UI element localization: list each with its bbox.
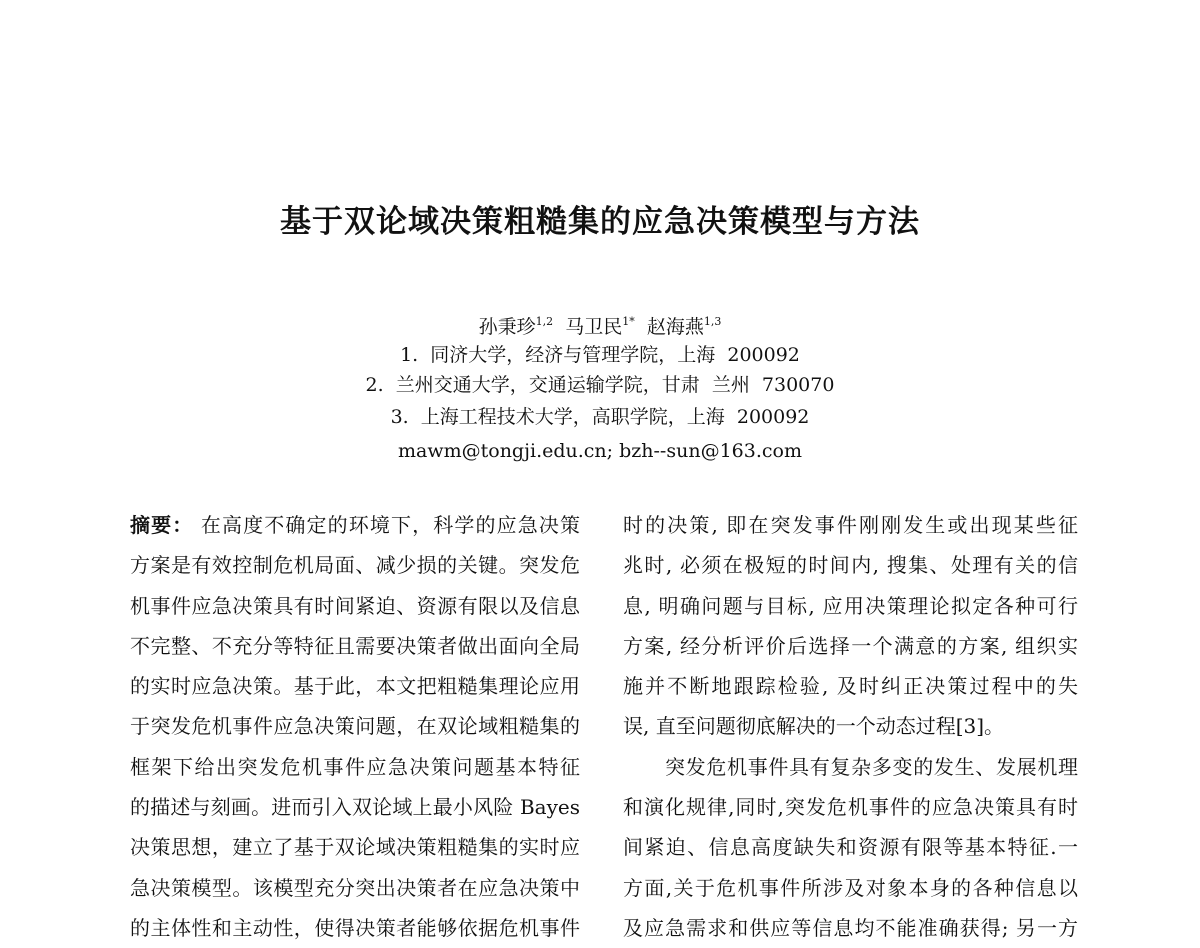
abstract-label: 摘要： — [130, 513, 194, 537]
body-line: 间紧迫、信息高度缺失和资源有限等基本特征.一 — [623, 835, 1078, 860]
affiliation-2: 2. 兰州交通大学，交通运输学院，甘肃 兰州 730070 — [365, 374, 835, 396]
abstract-line: 框架下给出突发危机事件应急决策问题基本特征 — [130, 754, 580, 779]
author-list — [0, 312, 1200, 339]
abstract-line: 决策思想，建立了基于双论域决策粗糙集的实时应 — [130, 835, 580, 860]
abstract-line: 不完整、不充分等特征且需要决策者做出面向全局 — [130, 633, 580, 658]
body-line: 息, 明确问题与目标, 应用决策理论拟定各种可行 — [623, 593, 1078, 618]
abstract-line: 急决策模型。该模型充分突出决策者在应急决策中 — [130, 875, 580, 900]
author-name: 马卫民 — [565, 316, 623, 338]
body-line: 方案, 经分析评价后选择一个满意的方案, 组织实 — [623, 633, 1078, 658]
body-line: 突发危机事件具有复杂多变的发生、发展机理 — [665, 754, 1078, 779]
abstract-line: 于突发危机事件应急决策问题，在双论域粗糙集的 — [130, 714, 580, 739]
author-affiliation: 1,3 — [703, 315, 722, 328]
author-affiliation: 1,2 — [535, 315, 554, 328]
abstract-line — [130, 505, 580, 545]
body-column — [623, 505, 1078, 948]
affiliation-1: 1. 同济大学，经济与管理学院，上海 200092 — [400, 344, 800, 366]
abstract-line: 机事件应急决策具有时间紧迫、资源有限以及信息 — [130, 593, 580, 618]
body-line: 兆时, 必须在极短的时间内, 搜集、处理有关的信 — [623, 553, 1078, 578]
affiliation-3: 3. 上海工程技术大学，高职学院，上海 200092 — [390, 406, 810, 428]
author-email: mawm@tongji.edu.cn; bzh--sun@163.com — [398, 440, 802, 462]
body-line: 及应急需求和供应等信息均不能准确获得; 另一方 — [623, 915, 1078, 940]
author-affiliation: 1* — [622, 315, 635, 328]
author-name: 赵海燕 — [646, 316, 704, 338]
body-line: 施并不断地跟踪检验, 及时纠正决策过程中的失 — [623, 674, 1078, 699]
body-line: 时的决策, 即在突发事件刚刚发生或出现某些征 — [623, 513, 1078, 537]
abstract-column — [130, 505, 580, 948]
body-line: 误, 直至问题彻底解决的一个动态过程[3]。 — [623, 714, 1005, 739]
abstract-line: 的主体性和主动性，使得决策者能够依据危机事件 — [130, 915, 580, 940]
paper-title: 基于双论域决策粗糙集的应急决策模型与方法 — [280, 204, 920, 240]
abstract-text: 在高度不确定的环境下，科学的应急决策 — [200, 513, 581, 537]
abstract-line: 的实时应急决策。基于此，本文把粗糙集理论应用 — [130, 674, 580, 699]
author-name: 孙秉珍 — [478, 316, 536, 338]
abstract-line: 的描述与刻画。进而引入双论域上最小风险 Bayes — [130, 795, 580, 820]
abstract-line: 方案是有效控制危机局面、减少损的关键。突发危 — [130, 553, 580, 578]
body-line: 方面,关于危机事件所涉及对象本身的各种信息以 — [623, 875, 1078, 900]
body-line: 和演化规律,同时,突发危机事件的应急决策具有时 — [623, 795, 1078, 820]
